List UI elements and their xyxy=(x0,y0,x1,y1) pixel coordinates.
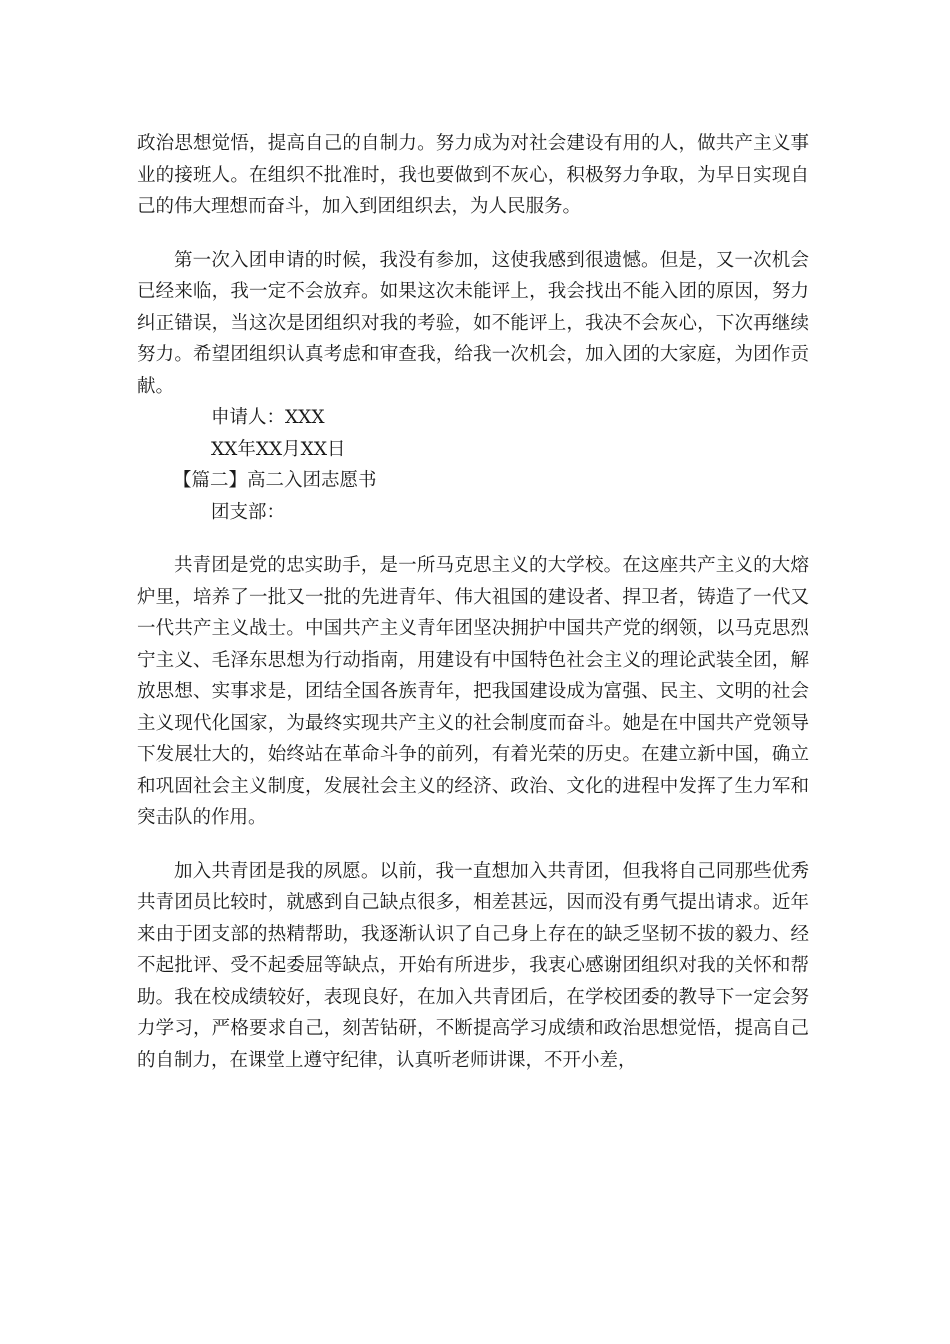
paragraph-second-attempt: 第一次入团申请的时候，我没有参加，这使我感到很遗憾。但是，又一次机会已经来临，我一定不会放弃。如果这次未能评上，我会找出不能入团的原因，努力纠正错误，当这次是团组织对我的考验，如不能评上，我决不会灰心，下次再继续努力。希望团组织认真考虑和审查我，给我一次机会，加入团的大家庭，为团作贡献。 xyxy=(137,249,809,397)
paragraph-wish: 加入共青团是我的夙愿。以前，我一直想加入共青团，但我将自己同那些优秀共青团员比较时，就感到自己缺点很多，相差甚远，因而没有勇气提出请求。近年来由于团支部的热精帮助，我逐渐认识了自己身上存在的缺乏坚韧不拔的毅力、经不起批评、受不起委屈等缺点，开始有所进步，我衷心感谢团组织对我的关怀和帮助。我在校成绩较好，表现良好，在加入共青团后，在学校团委的教导下一定会努力学习，严格要求自己，刻苦钻研，不断提高学习成绩和政治思想觉悟，提高自己的自制力，在课堂上遵守纪律，认真听老师讲课，不开小差， xyxy=(137,860,809,1071)
paragraph-continued: 政治思想觉悟，提高自己的自制力。努力成为对社会建设有用的人，做共产主义事业的接班人。在组织不批准时，我也要做到不灰心，积极努力争取，为早日实现自己的伟大理想而奋斗，加入到团组织去，为人民服务。 xyxy=(137,133,809,217)
document-page xyxy=(137,128,809,1076)
application-date: XX年XX月XX日 xyxy=(211,438,346,460)
paragraph-cyl-intro: 共青团是党的忠实助手，是一所马克思主义的大学校。在这座共产主义的大熔炉里，培养了一批又一批的先进青年、伟大祖国的建设者、捍卫者，铸造了一代又一代共产主义战士。中国共产主义青年团坚决拥护中国共产党的纲领，以马克思烈宁主义、毛泽东思想为行动指南，用建设有中国特色社会主义的理论武装全团，解放思想、实事求是，团结全国各族青年，把我国建设成为富强、民主、文明的社会主义现代化国家，为最终实现共产主义的社会制度而奋斗。她是在中国共产党领导下发展壮大的，始终站在革命斗争的前列，有着光荣的历史。在建立新中国，确立和巩固社会主义制度，发展社会主义的经济、政治、文化的进程中发挥了生力军和突击队的作用。 xyxy=(137,555,809,828)
salutation: 团支部： xyxy=(211,501,286,523)
section-heading: 【篇二】高二入团志愿书 xyxy=(173,470,377,491)
applicant-signature: 申请人：XXX xyxy=(211,407,325,428)
